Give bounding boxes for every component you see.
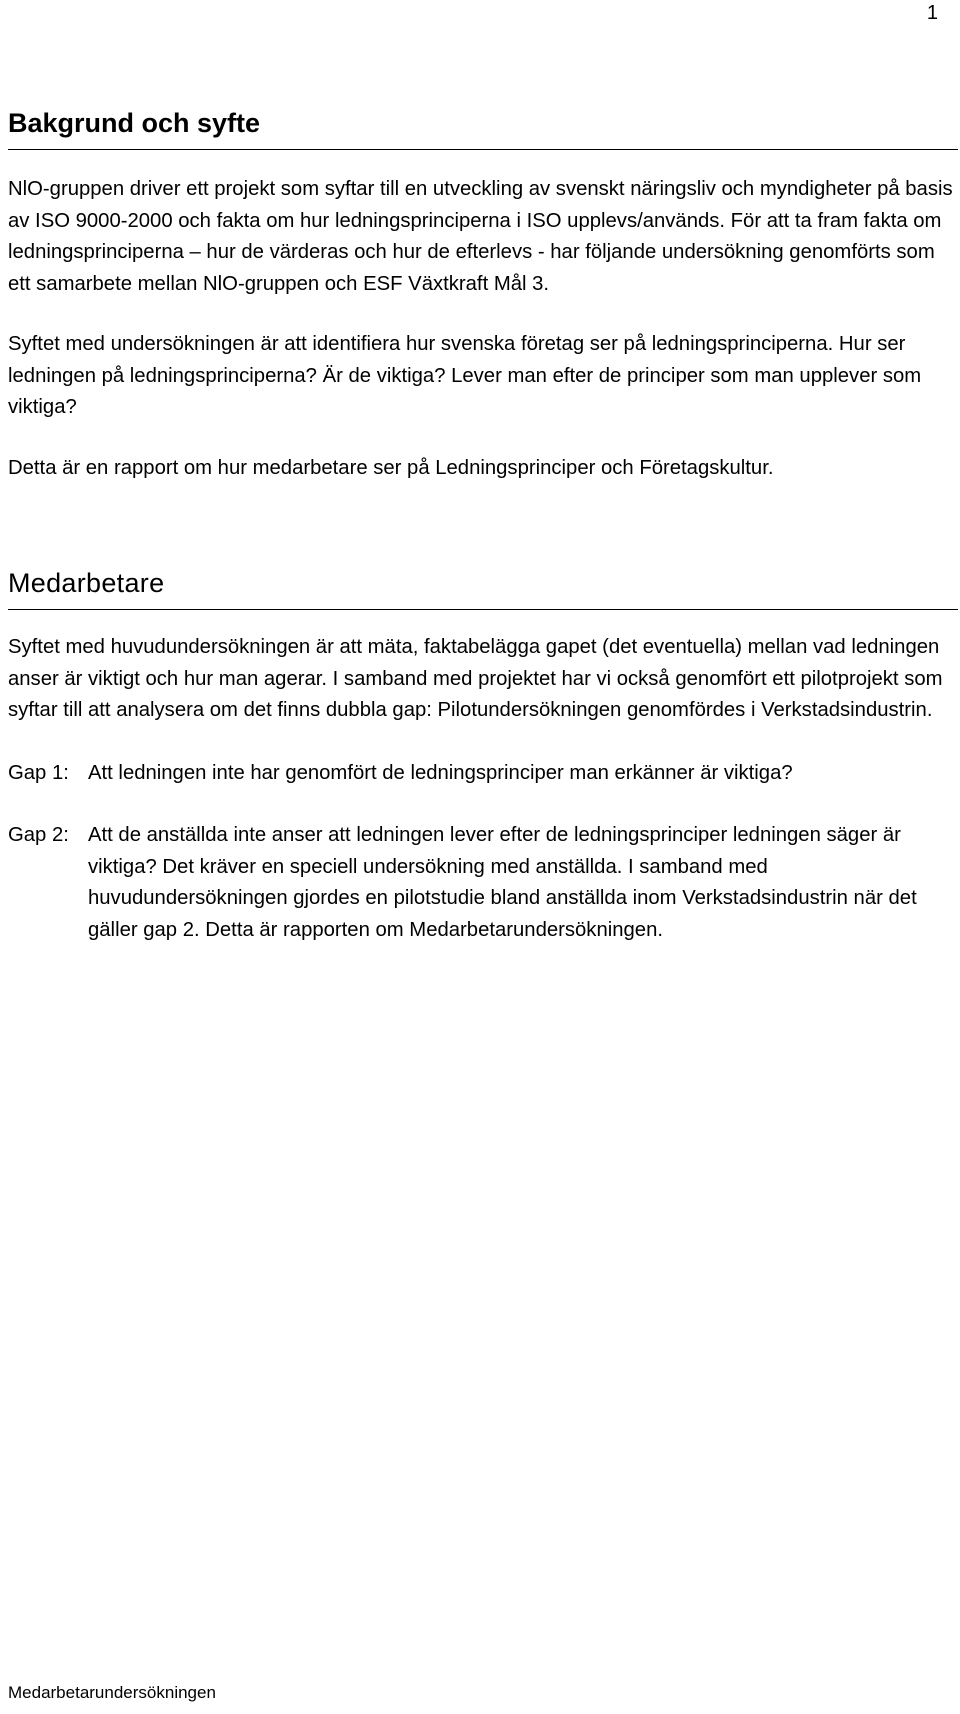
gap-label: Gap 2: [8, 824, 69, 846]
section-heading: Medarbetare [8, 568, 958, 610]
section-heading: Bakgrund och syfte [8, 108, 958, 150]
gap-item [8, 758, 958, 790]
gap-label: Gap 1: [8, 761, 69, 784]
gap-text: Att de anställda inte anser att ledningen lever efter de ledningsprinciper ledningen säger är viktiga? Det kräver en speciell undersökning med anställda. I samband med huvudundersökningen gjordes en pilotstudie bland anställda inom Verkstadsindustrin när det gäller gap 2. Detta är rapporten om Medarbetarundersökningen. [88, 824, 917, 941]
section-background [8, 108, 958, 484]
document-body [8, 108, 958, 946]
paragraph: Syftet med huvudundersökningen är att mäta, faktabelägga gapet (det eventuella) mellan vad ledningen anser är viktigt och hur man agerar. I samband med projektet har vi också genomfört ett pilotprojekt som syftar till att analysera om det finns dubbla gap: Pilotundersökningen genomfördes i Verkstadsindustrin. [8, 636, 943, 721]
gap-text: Att ledningen inte har genomfört de ledningsprinciper man erkänner är viktiga? [88, 761, 793, 784]
page-number: 1 [926, 2, 938, 24]
section-employees [8, 568, 958, 946]
gap-item [8, 820, 958, 946]
paragraph: NlO-gruppen driver ett projekt som syftar till en utveckling av svenskt näringsliv och myndigheter på basis av ISO 9000-2000 och fakta om hur ledningsprinciperna i ISO upplevs/används. För att ta fram fakta om ledningsprinciperna – hur de värderas och hur de efterlevs - har följande undersökning genomförts som ett samarbete mellan NlO-gruppen och ESF Växtkraft Mål 3. [8, 178, 953, 295]
paragraph: Detta är en rapport om hur medarbetare ser på Ledningsprinciper och Företagskultur. [8, 456, 774, 479]
footer-title: Medarbetarundersökningen [8, 1683, 216, 1702]
paragraph: Syftet med undersökningen är att identifiera hur svenska företag ser på ledningsprinciperna. Hur ser ledningen på ledningsprinciperna? Är de viktiga? Lever man efter de principer som man upplever som viktiga? [8, 333, 922, 418]
